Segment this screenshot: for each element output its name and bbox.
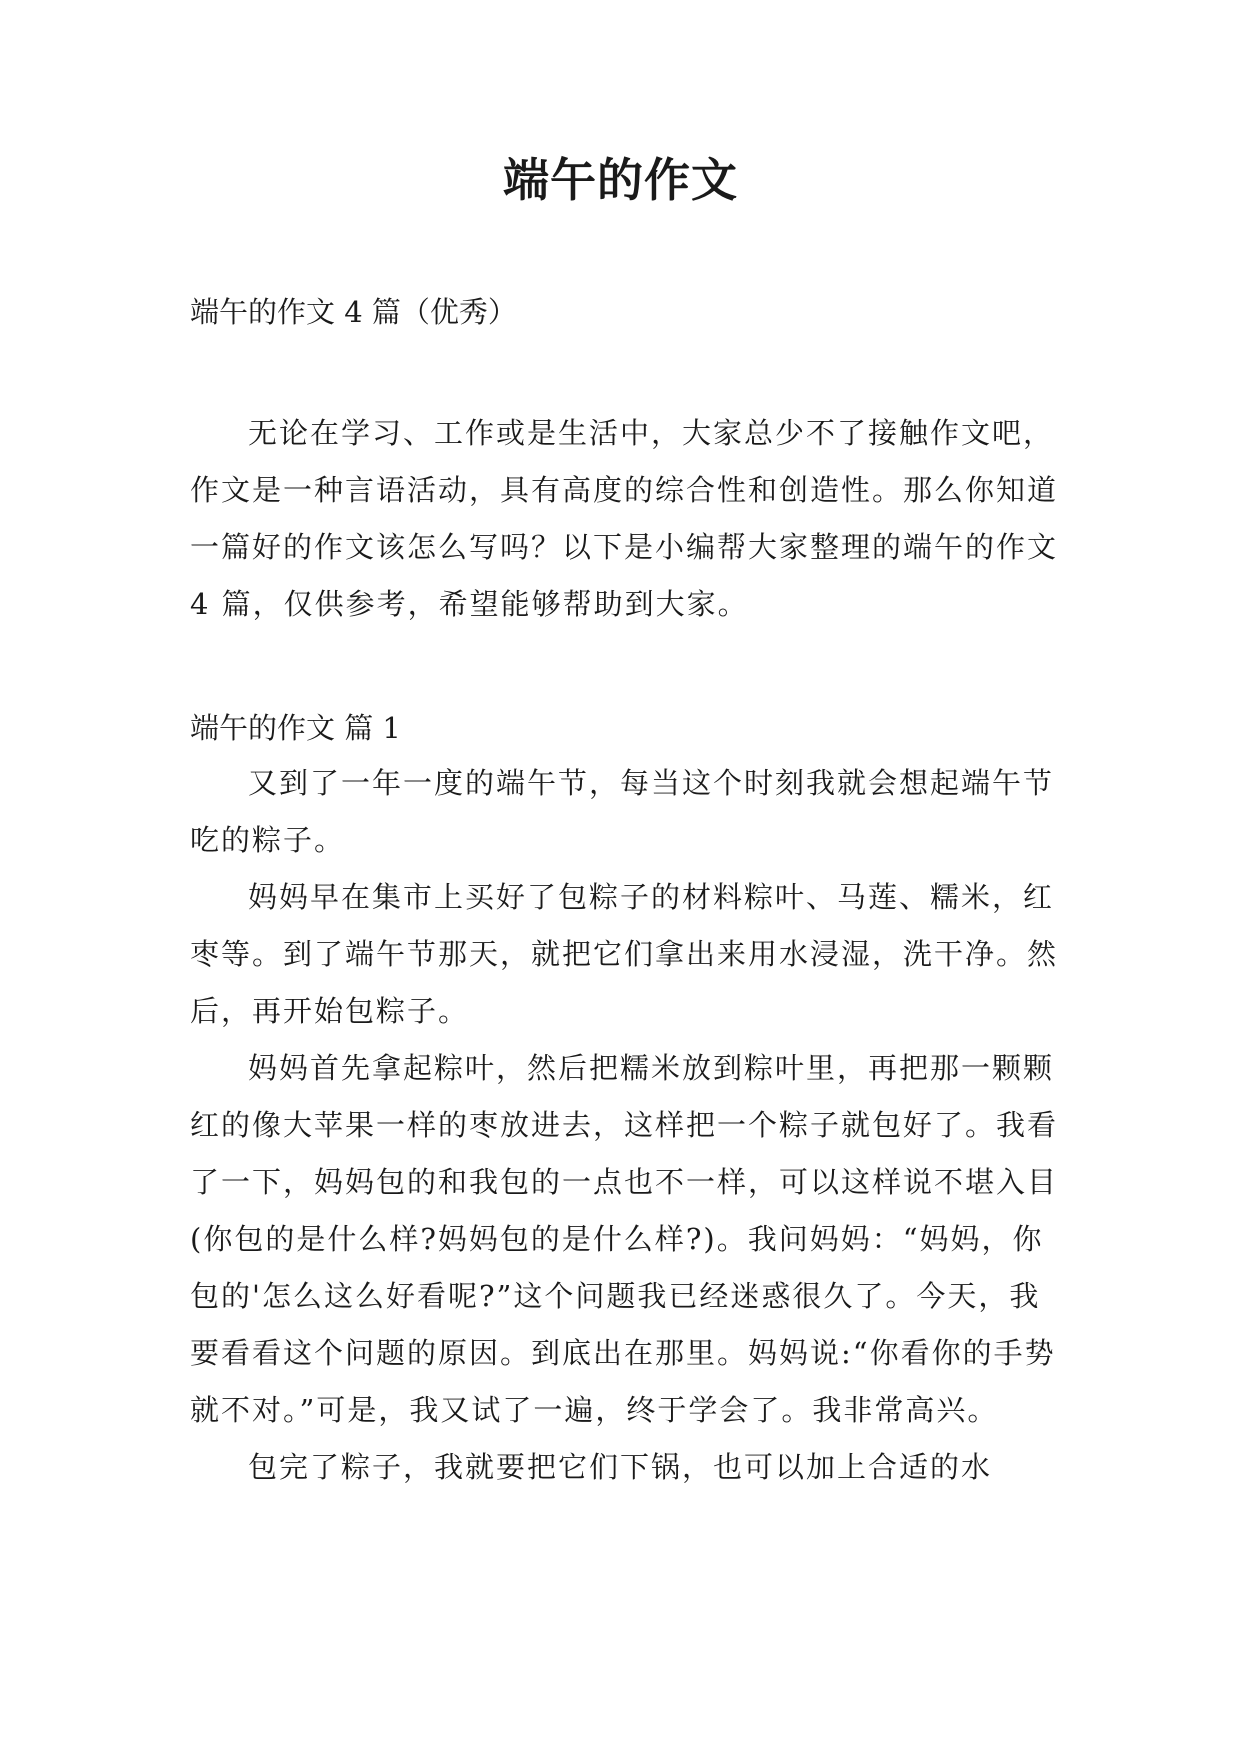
document-title: 端午的作文 (503, 153, 738, 207)
document-subtitle: 端午的作文 4 篇（优秀） (190, 295, 517, 329)
intro-section (190, 405, 1060, 633)
article-paragraph-2: 妈妈早在集市上买好了包粽子的材料粽叶、马莲、糯米，红枣等。到了端午节那天，就把它们拿出来用水浸湿，洗干净。然后，再开始包粽子。 (190, 880, 1059, 1028)
intro-paragraph: 无论在学习、工作或是生活中，大家总少不了接触作文吧，作文是一种言语活动，具有高度的综合性和创造性。那么你知道一篇好的作文该怎么写吗？以下是小编帮大家整理的端午的作文 4 篇，仅供参考，希望能够帮助到大家。 (190, 416, 1059, 621)
article-paragraph-3: 妈妈首先拿起粽叶，然后把糯米放到粽叶里，再把那一颗颗红的像大苹果一样的枣放进去，这样把一个粽子就包好了。我看了一下，妈妈包的和我包的一点也不一样，可以这样说不堪入目(你包的是什么样?妈妈包的是什么样?)。我问妈妈：“妈妈，你包的'怎么这么好看呢?”这个问题我已经迷惑很久了。今天，我要看看这个问题的原因。到底出在那里。妈妈说:“你看你的手势就不对。”可是，我又试了一遍，终于学会了。我非常高兴。 (190, 1051, 1059, 1427)
article-paragraph-1: 又到了一年一度的端午节，每当这个时刻我就会想起端午节吃的粽子。 (190, 766, 1055, 857)
article-paragraph-4: 包完了粽子，我就要把它们下锅，也可以加上合适的水 (248, 1450, 993, 1484)
article-heading: 端午的作文 篇 1 (190, 711, 401, 745)
article-body (190, 755, 1060, 1496)
